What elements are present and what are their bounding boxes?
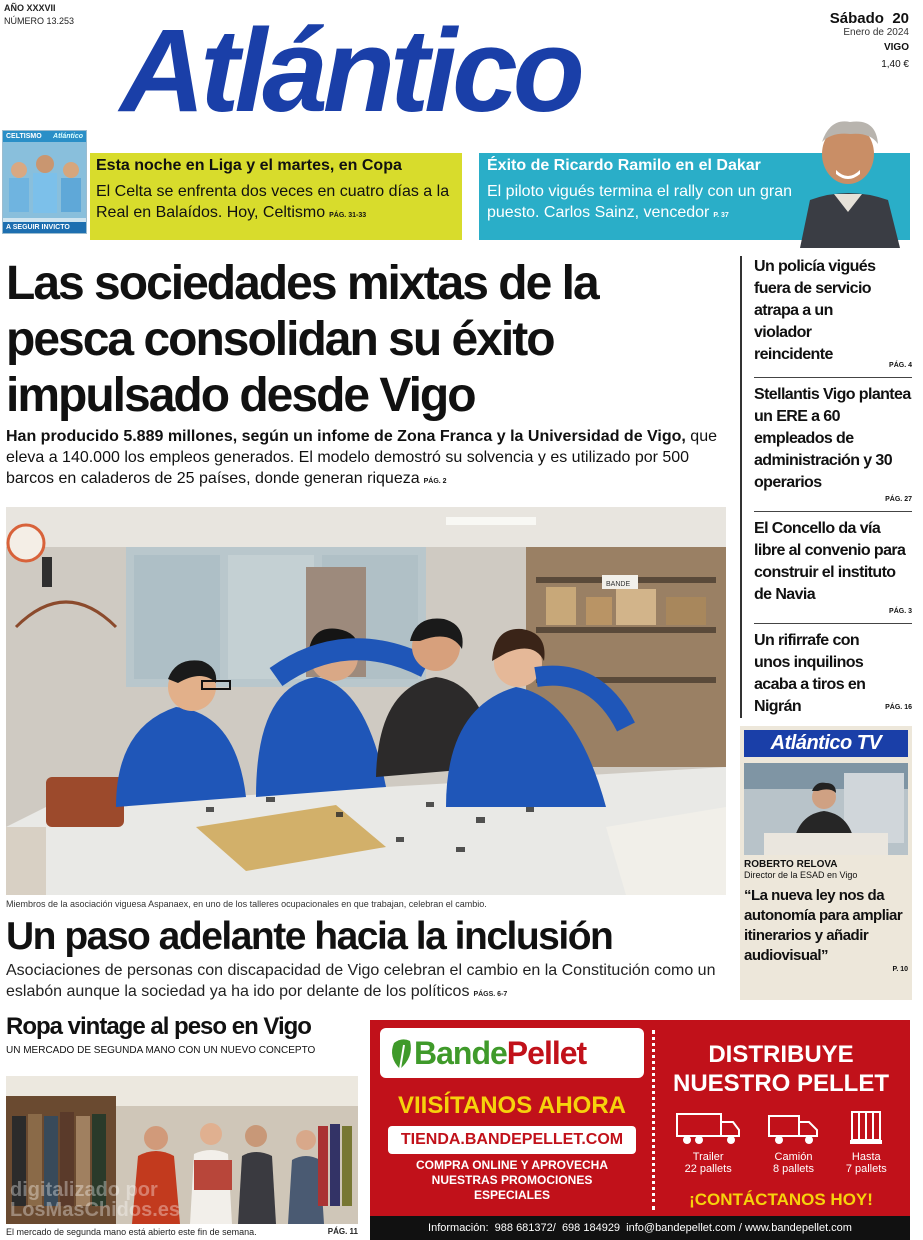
inclusion-sub-text: Asociaciones de personas con discapacidad de Vigo celebran el cambio en la Constitución como un eslabón aunque la sociedad ya ha ido por delante de los políticos xyxy=(6,962,716,1000)
truck-icon xyxy=(767,1108,819,1148)
ad-vehicles xyxy=(662,1108,900,1175)
inclusion-headline[interactable]: Un paso adelante hacia la inclusión xyxy=(6,915,613,958)
edition-city: VIGO xyxy=(883,42,909,53)
pallet-icon xyxy=(846,1108,886,1148)
atlantico-tv-box[interactable] xyxy=(740,726,912,1000)
brief-2-page: PÁG. 27 xyxy=(885,496,912,503)
vintage-page: PÁG. 11 xyxy=(327,1227,358,1236)
vintage-headline: Ropa vintage al peso en Vigo xyxy=(6,1013,311,1040)
celtismo-banner: A SEGUIR INVICTO xyxy=(3,222,86,233)
ad-trailer-label: Trailer xyxy=(692,1151,724,1163)
vintage-caption: El mercado de segunda mano está abierto este fin de semana. xyxy=(6,1227,257,1237)
leaf-icon xyxy=(386,1035,414,1071)
trailer-icon xyxy=(675,1108,741,1148)
main-subheadline xyxy=(6,426,728,492)
tv-title: Atlántico TV xyxy=(744,730,908,757)
ad-contact[interactable]: ¡CONTÁCTANOS HOY! xyxy=(689,1190,873,1209)
ad-trailer xyxy=(675,1108,741,1175)
brief-3-text: El Concello da vía libre al convenio para construir el instituto de Navia xyxy=(754,520,906,603)
main-page-ref: PÁG. 2 xyxy=(423,478,447,485)
brief-1-text: Un policía vigués fuera de servicio atrapa a un violador reincidente xyxy=(754,258,876,363)
relova-photo xyxy=(744,763,908,855)
ad-truck-label: Camión xyxy=(774,1151,813,1163)
brief-3-page: PÁG. 3 xyxy=(889,608,912,615)
inclusion-page: PÁGS. 6-7 xyxy=(473,991,508,998)
masthead-date xyxy=(830,10,909,70)
ad-pallets xyxy=(846,1108,887,1175)
vintage-story[interactable] xyxy=(6,1013,358,1056)
ad-distribute: DISTRIBUYE NUESTRO PELLET xyxy=(672,1041,889,1097)
date-number: 20 xyxy=(892,10,909,27)
ad-promo: COMPRA ONLINE Y APROVECHA NUESTRAS PROMOCIONES ESPECIALES xyxy=(415,1158,609,1202)
main-photo[interactable] xyxy=(6,507,726,895)
bandepellet-ad[interactable] xyxy=(370,1020,910,1240)
main-sub-rest: que eleva a 140.000 los empleos generados. El modelo demostró su solvencia y es utilizado por 500 barcos en caladeros de 25 países, donde generan riqueza xyxy=(6,428,717,487)
brief-divider xyxy=(754,511,912,512)
main-sub-bold: Han producido 5.889 millones, según un infome de Zona Franca y la Universidad de Vigo, xyxy=(6,428,686,445)
ramilo-portrait xyxy=(790,112,912,248)
ad-separator xyxy=(652,1030,655,1210)
tv-guest-name: ROBERTO RELOVA xyxy=(744,859,838,870)
brief-4-text: Un rifirrafe con unos inquilinos acaba a tiros en Nigrán xyxy=(754,632,866,715)
promo-celta-text: El Celta se enfrenta dos veces en cuatro días a la Real en Balaídos. Hoy, Celtismo xyxy=(96,183,450,221)
date-day: Sábado xyxy=(829,10,884,27)
ad-trailer-qty: 22 pallets xyxy=(684,1163,732,1175)
ad-logo xyxy=(380,1028,644,1078)
promo-celta-title: Esta noche en Liga y el martes, en Copa xyxy=(96,157,402,174)
ad-info: Información: 988 681372/ 698 184929 info@bandepellet.com / www.bandepellet.com xyxy=(370,1216,910,1240)
main-headline[interactable]: Las sociedades mixtas de la pesca consolidan su éxito impulsado desde Vigo xyxy=(6,257,598,422)
brief-item-1[interactable] xyxy=(754,256,912,369)
promo-dakar-page: P. 37 xyxy=(713,212,729,219)
celtismo-brand: Atlántico xyxy=(53,133,83,140)
players-image xyxy=(3,142,87,218)
ad-visit: VIISÍTANOS AHORA xyxy=(397,1092,626,1119)
issue-number: NÚMERO 13.253 xyxy=(4,16,75,26)
inclusion-subheadline xyxy=(6,960,726,1005)
box-label: BANDE xyxy=(606,581,631,588)
newspaper-logo[interactable]: Atlántico xyxy=(120,5,580,137)
sidebar-briefs xyxy=(740,256,912,718)
ad-upto-qty: 7 pallets xyxy=(845,1163,887,1175)
ad-upto-label: Hasta xyxy=(851,1151,881,1163)
tv-guest-role: Director de la ESAD en Vigo xyxy=(744,870,858,880)
vintage-photo[interactable] xyxy=(6,1076,358,1224)
brief-1-page: PÁG. 4 xyxy=(889,362,912,369)
brief-divider xyxy=(754,623,912,624)
tv-quote: “La nueva ley nos da autonomía para ampliar itinerarios y añadir audiovisual” xyxy=(744,887,903,964)
promo-celta-page: PÁG. 31-33 xyxy=(329,212,367,219)
vintage-subheadline: UN MERCADO DE SEGUNDA MANO CON UN NUEVO CONCEPTO xyxy=(6,1045,316,1056)
ad-brand-b: Pellet xyxy=(506,1034,587,1071)
promo-celta[interactable] xyxy=(90,153,462,240)
date-month-year: Enero de 2024 xyxy=(843,27,909,38)
watermark: digitalizado por LosMasChidos.es xyxy=(10,1179,181,1221)
tv-page: P. 10 xyxy=(892,966,908,973)
ad-truck-qty: 8 pallets xyxy=(772,1163,814,1175)
promo-dakar-title: Éxito de Ricardo Ramilo en el Dakar xyxy=(487,157,761,174)
price: 1,40 € xyxy=(881,59,909,70)
brief-4-page: PÁG. 16 xyxy=(885,704,912,711)
ad-brand-a: Bande xyxy=(414,1034,507,1071)
brief-divider xyxy=(754,377,912,378)
ad-url[interactable]: TIENDA.BANDEPELLET.COM xyxy=(388,1126,636,1154)
issue-year: AÑO XXXVII xyxy=(4,3,56,13)
masthead-issue xyxy=(4,2,74,28)
workshop-image xyxy=(6,507,726,895)
vintage-caption-row xyxy=(6,1227,358,1237)
promo-dakar-text: El piloto vigués termina el rally con un gran puesto. Carlos Sainz, vencedor xyxy=(487,183,793,221)
celtismo-label: CELTISMO xyxy=(6,133,42,140)
main-photo-caption: Miembros de la asociación viguesa Aspanaex, en uno de los talleres ocupacionales en que trabajan, celebran el cambio. xyxy=(6,899,487,909)
brief-item-4[interactable] xyxy=(754,630,912,715)
brief-2-text: Stellantis Vigo plantea un ERE a 60 empleados de administración y 30 operarios xyxy=(754,386,911,491)
brief-item-3[interactable] xyxy=(754,518,912,615)
celtismo-thumbnail[interactable] xyxy=(2,130,87,234)
ad-truck xyxy=(767,1108,819,1175)
brief-item-2[interactable] xyxy=(754,384,912,503)
